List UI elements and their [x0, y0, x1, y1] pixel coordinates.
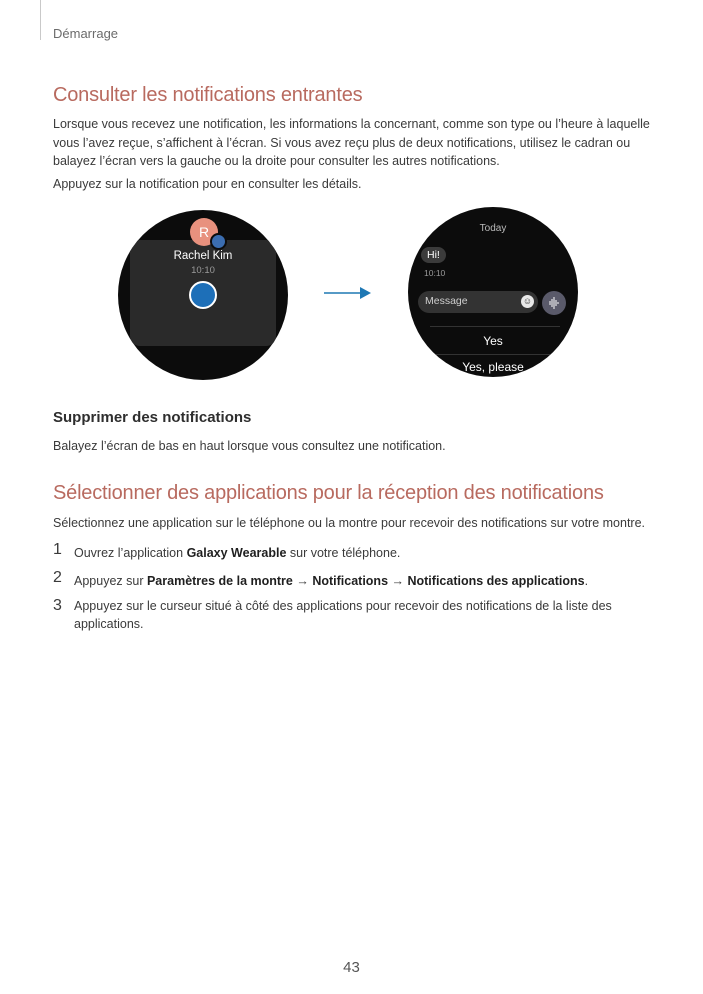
step-1-text: [74, 544, 654, 562]
section1-instruction: Appuyez sur la notification pour en consulter les détails.: [53, 177, 362, 191]
step-1-pre: Ouvrez l’application: [74, 546, 187, 560]
voice-input-icon[interactable]: [542, 291, 566, 315]
section3-paragraph: Sélectionnez une application sur le téléphone ou la montre pour recevoir des notifications sur votre montre.: [53, 516, 646, 530]
message-input[interactable]: [418, 291, 538, 313]
section-title-selectionner: Sélectionner des applications pour la réception des notifications: [53, 482, 604, 504]
message-bubble: Hi!: [421, 247, 446, 263]
conversation-date: Today: [479, 223, 507, 234]
menu-path-3: Notifications des applications: [407, 574, 585, 588]
step-number: 3: [53, 597, 62, 614]
section-title-supprimer: Supprimer des notifications: [53, 409, 252, 426]
quick-reply-yes-please[interactable]: Yes, please: [462, 360, 524, 374]
path-arrow: →: [388, 574, 408, 588]
app-name: Galaxy Wearable: [186, 546, 287, 560]
step-2-text: [74, 572, 654, 590]
step-2-pre: Appuyez sur: [74, 574, 147, 588]
running-title: Démarrage: [53, 26, 119, 41]
waveform-glyph: [542, 291, 566, 315]
quick-reply-yes[interactable]: Yes: [483, 334, 503, 348]
watch-message-detail-screen: [408, 207, 578, 377]
menu-path-2: Notifications: [312, 574, 389, 588]
tap-indicator: [189, 281, 217, 309]
notification-time: 10:10: [191, 265, 215, 276]
message-time: 10:10: [424, 268, 446, 278]
path-arrow: →: [292, 574, 313, 588]
divider: [436, 354, 554, 355]
message-badge-icon: [210, 233, 227, 250]
header-rule: [40, 0, 41, 40]
step-1-post: sur votre téléphone.: [286, 546, 401, 560]
divider: [430, 326, 560, 327]
menu-path-1: Paramètres de la montre: [146, 574, 293, 588]
step-number: 1: [53, 541, 62, 558]
emoji-icon[interactable]: ☺: [522, 296, 533, 306]
section2-paragraph: Balayez l’écran de bas en haut lorsque vous consultez une notification.: [53, 439, 446, 453]
page-number: 43: [343, 959, 360, 976]
step-3-text: Appuyez sur le curseur situé à côté des applications pour recevoir des notifications de la liste des applications.: [74, 599, 612, 631]
right-arrow-icon: [324, 286, 372, 300]
step-2-post: .: [584, 574, 589, 588]
avatar: R: [190, 218, 218, 246]
section-title-consulter: Consulter les notifications entrantes: [53, 84, 363, 106]
watch-notification-screen: [118, 210, 288, 380]
section1-paragraph: Lorsque vous recevez une notification, les informations la concernant, comme son type ou l’heure à laquelle vous l’avez reçue, s’affichent à l’écran. Si vous avez reçu plus de deux notifications, utilisez le cadran ou balayez l’écran vers la gauche ou la droite pour consulter les autres notifications.: [53, 117, 650, 168]
step-number: 2: [53, 569, 62, 586]
message-input-placeholder: Message: [425, 295, 468, 307]
sender-name: Rachel Kim: [173, 250, 233, 262]
